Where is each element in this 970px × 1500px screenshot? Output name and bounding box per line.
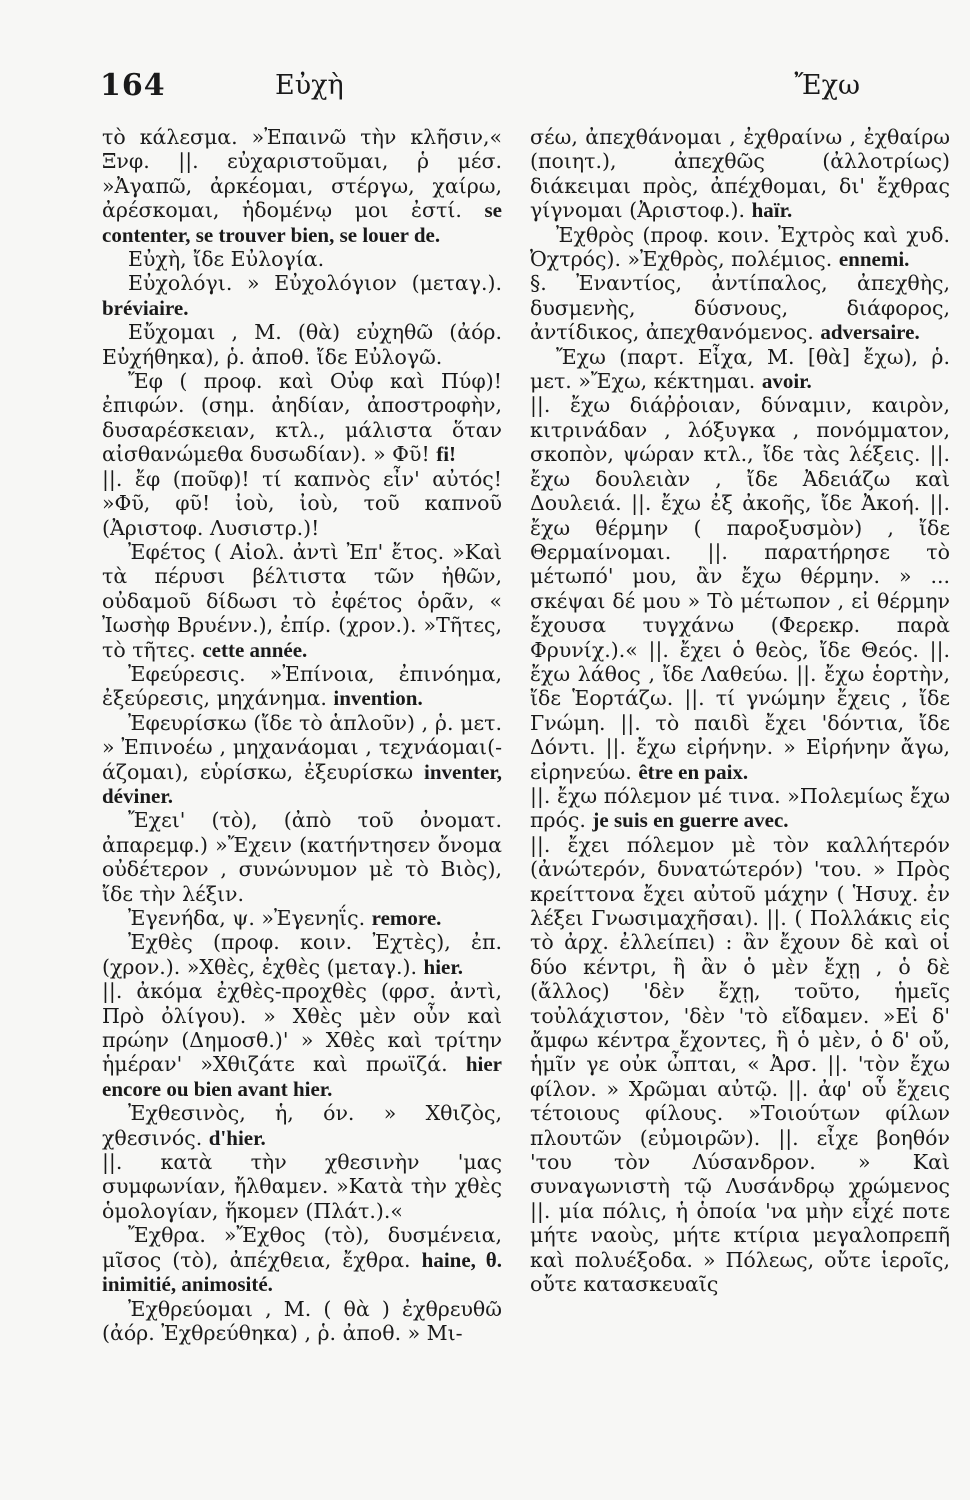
- right-column: [530, 125, 950, 1297]
- entry-greek-text: Εὔχομαι , Μ. (θὰ) εὐχηθῶ (ἀόρ. Εὐχήθηκα), ῥ. ἀποθ. ἴδε Εὐλογῶ.: [102, 320, 502, 369]
- entry-french-gloss: hier encore ou bien avant hier.: [102, 1052, 502, 1101]
- dictionary-entry: [102, 662, 502, 711]
- entry-french-gloss: d'hier.: [208, 1125, 266, 1150]
- entry-greek-text: σέω, ἀπεχθάνομαι , ἐχθραίνω , ἐχθαίρω (ποιητ.), ἀπεχθῶς (ἀλλοτρίως) διάκειμαι πρὸς, ἀπέχθομαι, δι' ἔχθρας γίγνομαι (Ἀριστοφ.).: [530, 125, 950, 223]
- dictionary-entry: [102, 247, 502, 271]
- entry-french-gloss: invention.: [333, 686, 423, 711]
- entry-greek-text: §. Ἐναντίος, ἀντίπαλος, ἀπεχθὴς, δυσμενὴς, δύσνους, διάφορος, ἀντίδικος, ἀπεχθανόμενος.: [530, 271, 950, 345]
- dictionary-entry: [530, 223, 950, 272]
- entry-french-gloss: fi!: [436, 442, 457, 467]
- entry-greek-text: Ἐχθρὸς (προφ. κοιν. Ἐχτρὸς καὶ χυδ. Ὀχτρός). »Ἐχθρὸς, πολέμιος.: [530, 222, 950, 272]
- entry-french-gloss: se contenter, se trouver bien, se louer de.: [102, 198, 502, 247]
- left-headword: Εὐχὴ: [275, 70, 344, 101]
- entry-french-gloss: haïr.: [751, 198, 793, 223]
- dictionary-entry: [102, 1150, 502, 1223]
- entry-greek-text: ||. ἔφ (ποῦφ)! τί καπνὸς εἶν' αὐτός! »Φῦ, φῦ! ἰοὺ, ἰοὺ, τοῦ καπνοῦ (Ἀριστοφ. Λυσιστρ.)!: [102, 466, 502, 540]
- dictionary-entry: [102, 930, 502, 979]
- dictionary-entry: [102, 906, 502, 930]
- entry-greek-text: ||. ἔχω πόλεμον μέ τινα. »Πολεμίως ἔχω πρός.: [530, 783, 950, 833]
- entry-french-gloss: cette année.: [202, 637, 308, 662]
- entry-greek-text: Ἔχθρα. »Ἔχθος (τὸ), δυσμένεια, μῖσος (τὸ), ἀπέχθεια, ἔχθρα.: [102, 1223, 502, 1272]
- dictionary-entry: [530, 271, 950, 344]
- page-number: 164: [100, 68, 166, 103]
- entry-greek-text: ||. ἔχει πόλεμον μὲ τὸν καλλήτερόν (ἀνώτερόν, δυνατώτερόν) 'του. » Πρὸς κρείττονα ἔχει αὐτοῦ μάχην ( Ἡσυχ. ἐν λέξει Γνωσιμαχῆσαι). ||. ( Πολλάκις εἰς τὸ ἀρχ. ἐλλείπει) : ἂν ἔχουν δὲ καὶ οἱ δύο κέντρι, ἢ ἂν ὁ μὲν ἔχῃ , ὁ δὲ (ἄλλος) 'δὲν ἔχῃ, τοῦτο, ἡμεῖς τοὐλάχιστον, 'δὲν 'τὸ εἴδαμεν. »Εἰ δ' ἄμφω κέντρα ἔχοντες, ἢ ὁ μὲν, ὁ δ' οὔ, ἡμῖν γε οὐκ ὦπται, « Ἀρσ. ||. 'τὸν ἔχω φίλον. » Χρῶμαι αὐτῷ. ||. ἀφ' οὗ ἔχεις τέτοιους φίλους. »Τοιούτων φίλων πλουτῶν (εὐμοιρῶν). ||. εἶχε βοηθόν 'του τὸν Λύσανδρον. » Καὶ συναγωνιστὴ τῷ Λυσάνδρῳ χρώμενος ||. μία πόλις, ἡ ὁποία 'να μὴν εἶχέ ποτε μήτε ναοὺς, μήτε κτίρια μεγαλοπρεπῆ καὶ πολυέξοδα. » Πόλεως, οὔτε ἱεροῖς, οὔτε κατασκευαῖς: [530, 832, 950, 1297]
- entry-french-gloss: bréviaire.: [102, 295, 189, 320]
- entry-french-gloss: remore.: [371, 906, 442, 930]
- entry-greek-text: Εὐχὴ, ἴδε Εὐλογία.: [128, 247, 325, 272]
- entry-greek-text: Ἐχθὲς (προφ. κοιν. Ἐχτὲς), ἐπ. (χρον.). »Χθὲς, ἐχθὲς (μεταγ.).: [102, 930, 502, 979]
- dictionary-entry: [102, 1297, 502, 1346]
- dictionary-entry: [530, 784, 950, 833]
- entry-french-gloss: inventer, déviner.: [102, 759, 502, 808]
- entry-french-gloss: haine, θ. inimitié, animosité.: [102, 1247, 502, 1297]
- page-header: [100, 68, 860, 112]
- entry-greek-text: ||. ἔχω διάῤῥοιαν, δύναμιν, καιρὸν, κιτρινάδαν , λόξυγκα , πονόμματον, σκοπὸν, ψώραν κτλ., ἴδε τὰς λέξεις. ||. ἔχω δουλειὰν , ἴδε Ἀδειάζω καὶ Δουλειά. ||. ἔχω ἐξ ἀκοῆς, ἴδε Ἀκοή. ||. ἔχω θέρμην ( παροξυσμὸν) , ἴδε Θερμαίνομαι. ||. παρατήρησε τὸ μέτωπό' μου, ἂν ἔχω θέρμην. » ... σκέψαι δέ μου » Τὸ μέτωπον , εἰ θέρμην ἔχουσα τυγχάνω (Φερεκρ. παρὰ Φρυνίχ.).« ||. ἔχει ὁ θεὸς, ἴδε Θεός. ||. ἔχω λάθος , ἴδε Λαθεύω. ||. ἔχω ἑορτὴν, ἴδε Ἑορτάζω. ||. τί γνώμην ἔχεις , ἴδε Γνώμη. ||. τὸ παιδὶ ἔχει 'δόντια, ἴδε Δόντι. ||. ἔχω εἰρήνην. » Εἰρήνην ἄγω, εἰρηνεύω.: [530, 393, 950, 784]
- right-headword: Ἔχω: [794, 70, 860, 101]
- dictionary-entry: [530, 833, 950, 1297]
- dictionary-entry: [102, 125, 502, 247]
- entry-greek-text: Ἔχω (παρτ. Εἶχα, Μ. [θὰ] ἔχω), ῥ. μετ. »Ἔχω, κέκτημαι.: [530, 344, 950, 394]
- entry-greek-text: Ἐφέτος ( Αἰολ. ἀντὶ Ἐπ' ἔτος. »Καὶ τὰ πέρυσι βέλτιστα τῶν ἠθῶν, οὐδαμοῦ δίδωσι τὸ ἐφέτος ὁρᾶν, « Ἰωσὴφ Βρυένν.), ἐπίρ. (χρον.). »Τῆτες, τὸ τῆτες.: [102, 539, 502, 662]
- entry-french-gloss: hier.: [423, 954, 464, 979]
- dictionary-entry: [102, 1101, 502, 1150]
- dictionary-entry: [102, 540, 502, 662]
- dictionary-entry: [102, 320, 502, 369]
- dictionary-entry: [102, 1223, 502, 1296]
- entry-greek-text: Ἐφεύρεσις. »Ἐπίνοια, ἐπινόημα, ἐξεύρεσις, μηχάνημα.: [102, 661, 502, 711]
- entry-greek-text: Εὐχολόγι. » Εὐχολόγιον (μεταγ.).: [128, 271, 502, 296]
- entry-greek-text: ||. κατὰ τὴν χθεσινὴν 'μας συμφωνίαν, ἤλθαμεν. »Κατὰ τὴν χθὲς ὁμολογίαν, ἥκομεν (Πλάτ.).«: [102, 1150, 502, 1223]
- entry-greek-text: Ἐχθεσινὸς, ἡ, όν. » Χθιζὸς, χθεσινός.: [102, 1101, 502, 1150]
- dictionary-entry: [102, 271, 502, 320]
- dictionary-entry: [530, 345, 950, 394]
- entry-greek-text: Ἔφ ( προφ. καὶ Οὐφ καὶ Πύφ)! ἐπιφών. (σημ. ἀηδίαν, ἀποστροφὴν, δυσαρέσκειαν, κτλ., μάλιστα ὅταν αἰσθανώμεθα δυσωδίαν). » Φῦ!: [102, 369, 502, 467]
- entry-greek-text: Ἐγενήδα, ψ. »Ἐγενηΐς.: [128, 906, 366, 930]
- entry-french-gloss: être en paix.: [638, 759, 749, 784]
- entry-french-gloss: ennemi.: [838, 247, 910, 272]
- dictionary-entry: [102, 979, 502, 1101]
- entry-greek-text: τὸ κάλεσμα. »Ἐπαινῶ τὴν κλῆσιν,« Ξνφ. ||. εὐχαριστοῦμαι, ῥ μέσ. »Ἀγαπῶ, ἀρκέομαι, στέργω, χαίρω, ἀρέσκομαι, ἡδομένῳ μοι ἐστί.: [102, 125, 502, 223]
- entry-french-gloss: adversaire.: [820, 320, 920, 345]
- entry-greek-text: Ἐφευρίσκω (ἴδε τὸ ἁπλοῦν) , ῥ. μετ. » Ἐπινοέω , μηχανάομαι , τεχνάομαι(-άζομαι), εὑρίσκω, ἐξευρίσκω: [102, 710, 502, 784]
- dictionary-entry: [102, 711, 502, 809]
- entry-greek-text: Ἔχει' (τὸ), (ἀπὸ τοῦ ὀνοματ. ἀπαρεμφ.) »Ἔχειν (κατήντησεν ὄνομα οὐδέτερον , συνώνυμον μὲ τὸ Βιὸς), ἴδε τὴν λέξιν.: [102, 808, 502, 906]
- dictionary-entry: [530, 393, 950, 784]
- entry-greek-text: Ἐχθρεύομαι , Μ. ( θὰ ) ἐχθρευθῶ (ἀόρ. Ἐχθρεύθηκα) , ῥ. ἀποθ. » Μι-: [102, 1296, 502, 1345]
- left-column: [102, 125, 502, 1345]
- entry-french-gloss: je suis en guerre avec.: [592, 808, 789, 833]
- entry-greek-text: ||. ἀκόμα ἐχθὲς-προχθὲς (φρσ. ἀντὶ, Πρὸ ὀλίγου). » Χθὲς μὲν οὖν καὶ πρώην (Δημοσθ.)' » Χθὲς καὶ τρίτην ἡμέραν' »Χθιζάτε καὶ πρωϊζά.: [102, 979, 502, 1077]
- entry-french-gloss: avoir.: [761, 369, 812, 394]
- dictionary-entry: [102, 808, 502, 906]
- dictionary-entry: [102, 467, 502, 540]
- dictionary-entry: [102, 369, 502, 467]
- dictionary-entry: [530, 125, 950, 223]
